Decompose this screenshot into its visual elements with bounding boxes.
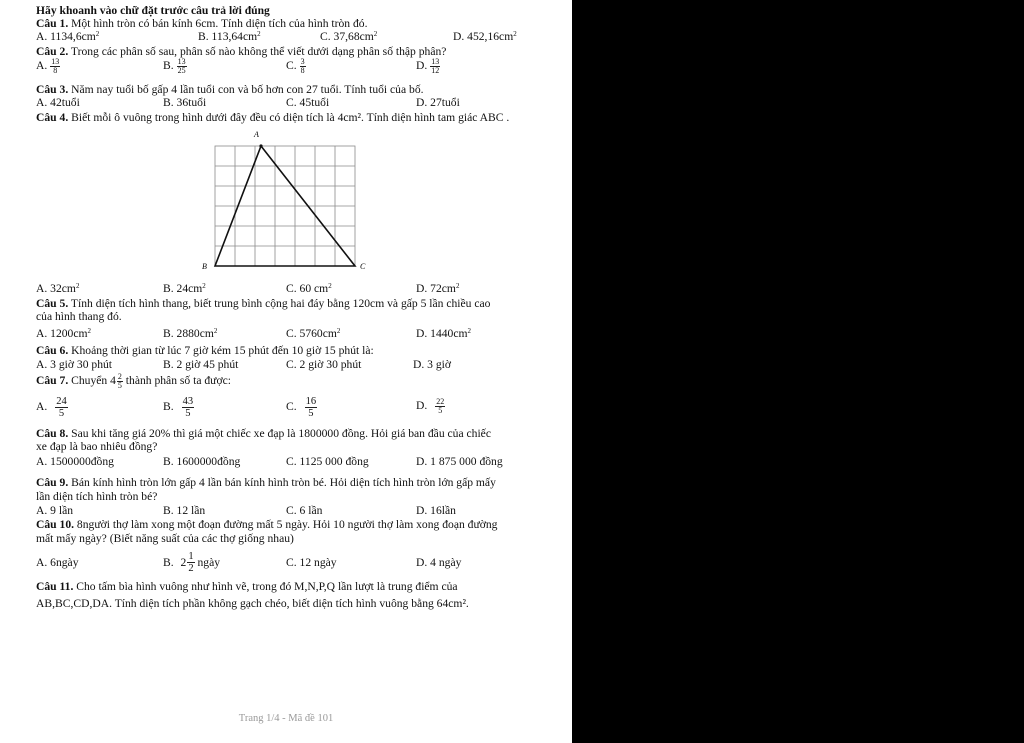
question-text: Sau khi tăng giá 20% thì giá một chiếc xe đạp là 1800000 đồng. Hỏi giá ban đầu của chiếc (71, 427, 491, 440)
question-8-cont: xe đạp là bao nhiêu đồng? (36, 440, 158, 453)
question-5 (36, 297, 490, 310)
question-11-cont: AB,BC,CD,DA. Tính diện tích phần không gạch chéo, biết diện tích hình vuông bằng 64cm². (36, 597, 469, 610)
q7-option-d[interactable]: D. $\frac{22}{5}$ (416, 397, 445, 415)
q10-option-a[interactable]: A. 6ngày (36, 556, 79, 569)
question-3 (36, 83, 424, 96)
q8-option-b[interactable]: B. 1600000đồng (163, 455, 241, 468)
page-footer: Trang 1/4 - Mã đề 101 (238, 713, 334, 724)
question-label: Câu 9. (36, 476, 69, 489)
question-text: Năm nay tuổi bố gấp 4 lần tuổi con và bố hơn con 27 tuổi. Tính tuổi của bố. (71, 83, 424, 96)
question-label: Câu 10. (36, 518, 75, 531)
q10-option-d[interactable]: D. 4 ngày (416, 556, 462, 569)
q9-option-d[interactable]: D. 16lần (416, 504, 456, 517)
q5-option-d[interactable]: D. $1440cm^2$ (416, 327, 472, 340)
q2-option-c[interactable]: C. $\frac{3}{8}$ (286, 57, 305, 75)
question-text: Bán kính hình tròn lớn gấp 4 lần bán kính hình tròn bé. Hỏi diện tích hình tròn lớn gấp mấy (71, 476, 496, 489)
q4-option-a[interactable]: A. $32cm^2$ (36, 282, 80, 295)
question-text: Biết mỗi ô vuông trong hình dưới đây đều có diện tích là 4cm². Tính diện hình tam giác ABC . (71, 111, 510, 124)
question-text: Một hình tròn có bán kính 6cm. Tính diện tích của hình tròn đó. (71, 17, 368, 30)
question-10-cont: mất mấy ngày? (Biết năng suất của các thợ giống nhau) (36, 532, 294, 545)
question-6 (36, 344, 374, 357)
question-9 (36, 476, 496, 489)
q2-option-d[interactable]: D. $\frac{13}{12}$ (416, 57, 440, 75)
label-a: A (254, 130, 259, 139)
q8-option-a[interactable]: A. 1500000đồng (36, 455, 114, 468)
question-9-cont: lần diện tích hình tròn bé? (36, 490, 158, 503)
question-1 (36, 17, 367, 30)
question-label: Câu 4. (36, 111, 69, 124)
question-label: Câu 7. (36, 374, 69, 387)
q8-option-c[interactable]: C. 1125 000 đồng (286, 455, 369, 468)
q8-option-d[interactable]: D. 1 875 000 đồng (416, 455, 503, 468)
triangle-grid-figure (195, 126, 375, 274)
q6-option-b[interactable]: B. 2 giờ 45 phút (163, 358, 239, 371)
q9-option-a[interactable]: A. 9 lần (36, 504, 74, 517)
q7-option-a[interactable]: A. $\frac{24}{5}$ (36, 396, 67, 419)
q10-option-b[interactable]: B. 2 $\frac{1}{2}$ ngày (163, 551, 221, 574)
question-label: Câu 8. (36, 427, 69, 440)
question-2 (36, 45, 446, 58)
question-text: Khoảng thời gian từ lúc 7 giờ kém 15 phút đến 10 giờ 15 phút là: (71, 344, 374, 357)
q6-option-a[interactable]: A. 3 giờ 30 phút (36, 358, 113, 371)
question-label: Câu 5. (36, 297, 69, 310)
q2-option-a[interactable]: A. $\frac{13}{8}$ (36, 57, 60, 75)
q3-option-b[interactable]: B. 36tuổi (163, 96, 207, 109)
q3-option-a[interactable]: A. 42tuổi (36, 96, 80, 109)
question-text: 8người thợ làm xong một đoạn đường mất 5 ngày. Hỏi 10 người thợ làm xong đoạn đường (76, 518, 498, 531)
question-label: Câu 2. (36, 45, 69, 58)
vertex-a (259, 144, 262, 147)
q4-option-c[interactable]: C. 60 $cm^2$ (286, 282, 332, 295)
question-8 (36, 427, 491, 440)
q10-option-c[interactable]: C. 12 ngày (286, 556, 337, 569)
instruction-header: Hãy khoanh vào chữ đặt trước câu trả lời đúng (36, 4, 270, 17)
q5-option-c[interactable]: C. $5760cm^2$ (286, 327, 341, 340)
q7-option-c[interactable]: C. $\frac{16}{5}$ (286, 396, 317, 419)
q7-option-b[interactable]: B. $\frac{43}{5}$ (163, 396, 194, 419)
question-label: Câu 1. (36, 17, 69, 30)
q9-option-c[interactable]: C. 6 lần (286, 504, 323, 517)
question-11 (36, 580, 458, 593)
q3-option-c[interactable]: C. 45tuổi (286, 96, 330, 109)
question-label: Câu 6. (36, 344, 69, 357)
question-text: Trong các phân số sau, phân số nào không thể viết dưới dạng phân số thập phân? (70, 45, 447, 58)
q1-option-d[interactable]: D. $452,16cm^2$ (453, 30, 517, 43)
q1-option-b[interactable]: B. $113,64cm^2$ (198, 30, 261, 43)
question-5-cont: của hình thang đó. (36, 310, 122, 323)
q2-option-b[interactable]: B. $\frac{13}{25}$ (163, 57, 186, 75)
q1-option-c[interactable]: C. $37,68cm^2$ (320, 30, 378, 43)
q4-option-d[interactable]: D. $72cm^2$ (416, 282, 460, 295)
q6-option-c[interactable]: C. 2 giờ 30 phút (286, 358, 362, 371)
question-label: Câu 3. (36, 83, 69, 96)
question-text: thành phân số ta được: (125, 374, 231, 387)
q6-option-d[interactable]: D. 3 giờ (413, 358, 452, 371)
question-7: Câu 7. Chuyển 4 $\frac{2}{5}$ thành phân số ta được: (36, 371, 231, 390)
q1-option-a[interactable]: A. $1134,6cm^2$ (36, 30, 100, 43)
question-10 (36, 518, 497, 531)
label-b: B (202, 262, 207, 271)
blank-viewer-area (572, 0, 1024, 743)
q5-option-b[interactable]: B. $2880cm^2$ (163, 327, 218, 340)
q5-option-a[interactable]: A. $1200cm^2$ (36, 327, 92, 340)
grid-lines (215, 146, 355, 266)
question-text: Cho tấm bìa hình vuông như hình vẽ, trong đó M,N,P,Q lần lượt là trung điểm của (76, 580, 458, 593)
q4-option-b[interactable]: B. $24cm^2$ (163, 282, 206, 295)
q9-option-b[interactable]: B. 12 lần (163, 504, 206, 517)
question-text: Tính diện tích hình thang, biết trung bình cộng hai đáy bằng 120cm và gấp 5 lần chiều cao (70, 297, 491, 310)
question-4 (36, 111, 509, 124)
q3-option-d[interactable]: D. 27tuổi (416, 96, 460, 109)
question-label: Câu 11. (36, 580, 74, 593)
label-c: C (360, 262, 366, 271)
